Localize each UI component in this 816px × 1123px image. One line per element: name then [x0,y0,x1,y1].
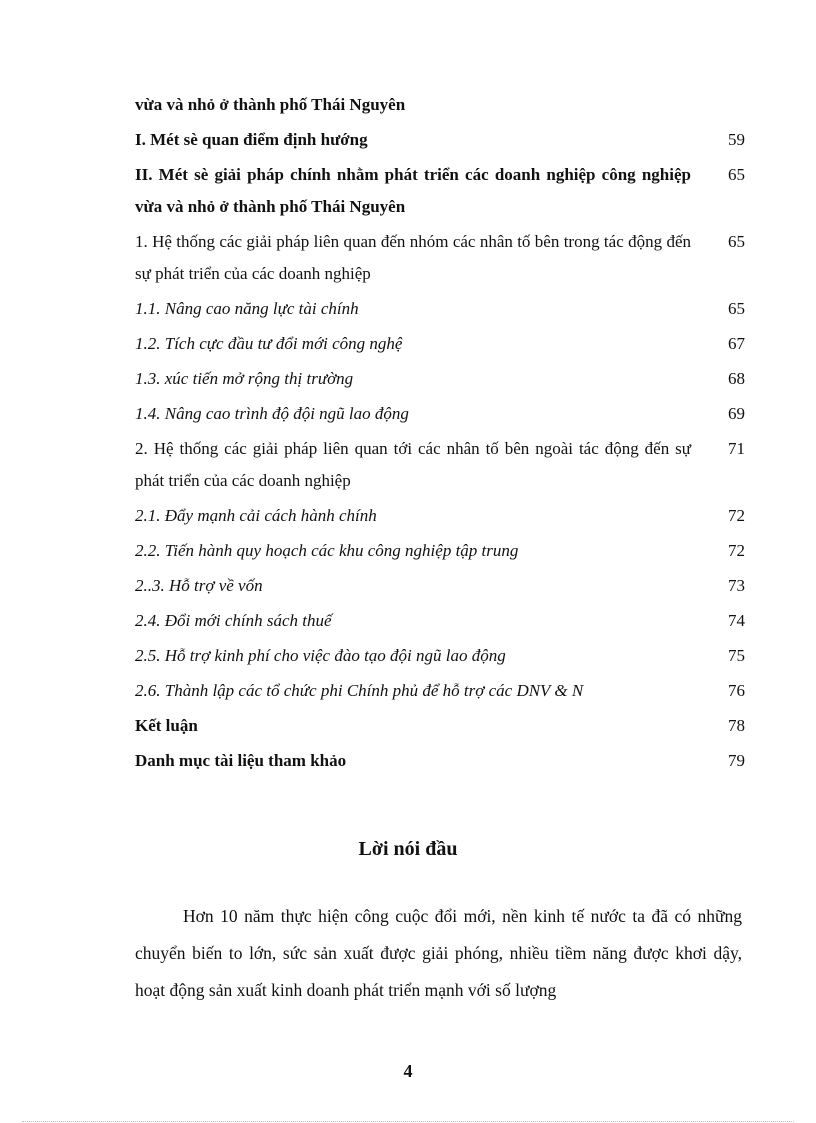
toc-entry-page: 71 [728,439,745,458]
body-paragraph: Hơn 10 năm thực hiện công cuộc đổi mới, nền kinh tế nước ta đã có những chuyển biến to lớn, sức sản xuất được giải phóng, nhiều tiềm năng được khơi dậy, hoạt động sản xuất kinh doanh phát triển mạnh với số lượng [135,906,742,1000]
toc-entry [135,745,745,777]
toc-entry [135,710,745,742]
toc-entry [135,159,745,223]
toc-entry-page: 72 [728,506,745,525]
toc-entry-page: 65 [728,299,745,318]
toc-entry-title: 2.6. Thành lập các tổ chức phi Chính phủ để hỗ trợ các DNV & N [135,681,584,700]
toc-entry [135,124,745,156]
toc-entry-title: 1.3. xúc tiến mở rộng thị trường [135,369,354,388]
toc-entry [135,363,745,395]
toc-entry [135,605,745,637]
toc-entry-title: I. Mét sè quan điểm định hướng [135,130,368,149]
toc-entry-title: 2.1. Đẩy mạnh cải cách hành chính [135,506,377,525]
toc-entry-page: 78 [728,716,745,735]
toc-entry-page: 75 [728,646,745,665]
toc-entry [135,226,745,290]
toc-entry [135,675,745,707]
toc-entry-page: 67 [728,334,745,353]
toc-entry-title: 1.2. Tích cực đầu tư đổi mới công nghệ [135,334,403,353]
toc-entry [135,398,745,430]
toc-entry-page: 65 [728,165,745,184]
toc-entry-title: 2.4. Đổi mới chính sách thuế [135,611,332,630]
toc-entry [135,640,745,672]
toc-entry-title: Danh mục tài liệu tham khảo [135,751,347,770]
toc-entry-title: 1. Hệ thống các giải pháp liên quan đến nhóm các nhân tố bên trong tác động đến sự phát triển của các doanh nghiệp [135,232,691,283]
toc-entry-title: 2.2. Tiến hành quy hoạch các khu công nghiệp tập trung [135,541,519,560]
toc-entry [135,535,745,567]
toc-entry-page: 59 [728,130,745,149]
toc-entry-page: 65 [728,232,745,251]
toc-entry [135,328,745,360]
section-heading: Lời nói đầu [358,838,458,860]
toc-entry-page: 76 [728,681,745,700]
toc-entry-title: II. Mét sè giải pháp chính nhằm phát triển các doanh nghiệp công nghiệp vừa và nhỏ ở thành phố Thái Nguyên [135,165,691,216]
toc-entry-page: 74 [728,611,745,630]
toc-entry-page: 79 [728,751,745,770]
page-bottom-divider [22,1121,794,1122]
toc-entry-title: 2. Hệ thống các giải pháp liên quan tới các nhân tố bên ngoài tác động đến sự phát triển của các doanh nghiệp [135,439,691,490]
toc-entry-page: 68 [728,369,745,388]
toc-entry-title: 1.1. Nâng cao năng lực tài chính [135,299,359,318]
toc-entry [135,500,745,532]
toc-entry-title: Kết luận [135,716,198,735]
toc-entry [135,570,745,602]
toc-entry-page: 69 [728,404,745,423]
page-number: 4 [403,1061,413,1081]
toc-entry-title: 1.4. Nâng cao trình độ đội ngũ lao động [135,404,409,423]
toc-entry-page: 72 [728,541,745,560]
toc-entry-title: 2.5. Hỗ trợ kinh phí cho việc đào tạo đội ngũ lao động [135,646,506,665]
toc-entry-page: 73 [728,576,745,595]
table-of-contents [135,89,745,777]
toc-entry [135,89,745,121]
toc-entry [135,433,745,497]
toc-entry-title: vừa và nhỏ ở thành phố Thái Nguyên [135,95,406,114]
toc-entry [135,293,745,325]
toc-entry-title: 2..3. Hỗ trợ về vốn [135,576,263,595]
